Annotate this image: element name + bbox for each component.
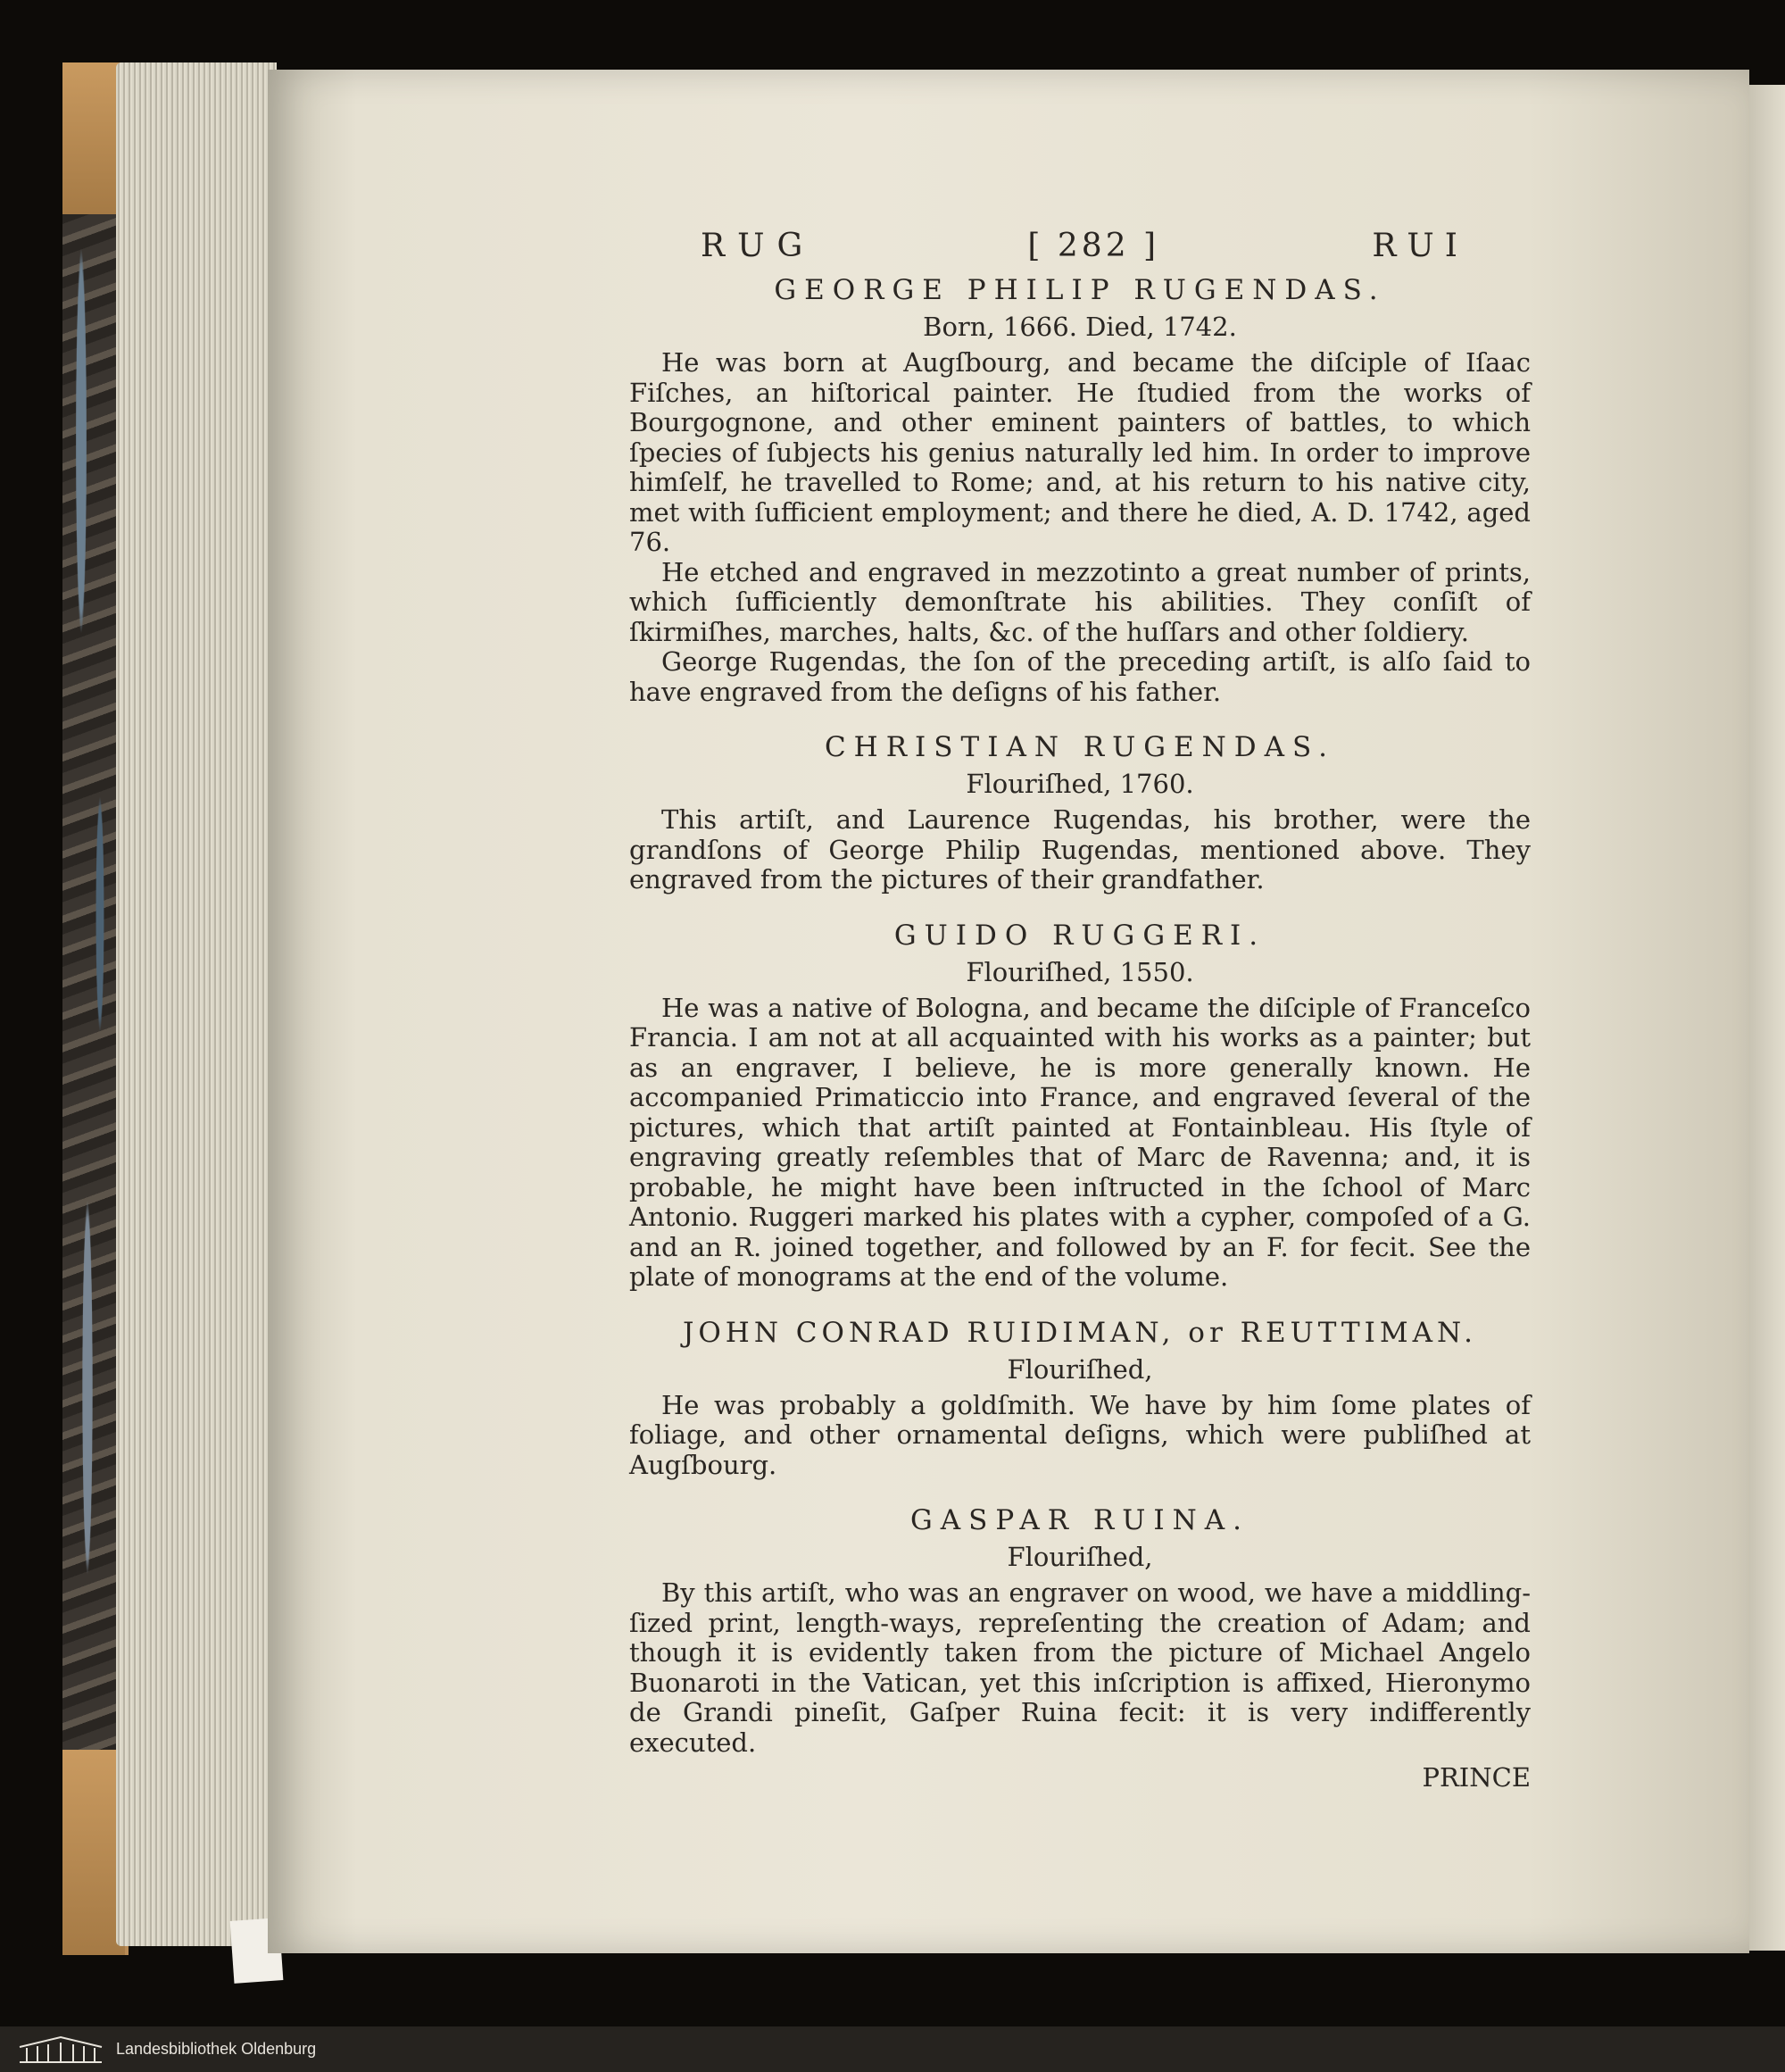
page-number: [ 282 ]: [1027, 228, 1160, 265]
footer-bar: [0, 2026, 1785, 2072]
entry-paragraph: He was born at Augſbourg, and became the diſciple of Iſaac Fiſches, an hiſtorical painter. He ſtudied from the works of Bourgognone, and other eminent painters of battles, to which ſpecies of ſubjects his genius naturally led him. In order to improve himſelf, he travelled to Rome; and, at his return to his native city, met with ſufficient employment; and there he died, A. D. 1742, aged 76.: [629, 347, 1531, 557]
entry-paragraph: George Rugendas, the ſon of the preceding artiſt, is alſo ſaid to have engraved from the deſigns of his father.: [629, 646, 1531, 707]
catchword: PRINCE: [1422, 1762, 1531, 1793]
entry-paragraph: He was probably a goldſmith. We have by him ſome plates of foliage, and other ornamental deſigns, which were publiſhed at Augſbourg.: [629, 1389, 1531, 1480]
entry-dates: Flouriſhed,: [1007, 1353, 1153, 1385]
running-head-right: RUI: [1372, 228, 1468, 265]
page-block-edge: [116, 62, 277, 1946]
facing-page-edge: [1749, 85, 1785, 1951]
footer-institution: Landesbibliothek Oldenburg: [116, 2040, 317, 2058]
page-text: [629, 223, 1531, 1793]
entry-paragraph: This artiſt, and Laurence Rugendas, his brother, were the grandſons of George Philip Rugendas, mentioned above. They engraved from the pictures of their grandfather.: [629, 804, 1531, 895]
entry-heading: CHRISTIAN RUGENDAS.: [824, 731, 1336, 763]
entry-dates: Flouriſhed, 1550.: [966, 956, 1194, 987]
entry-paragraph: By this artiſt, who was an engraver on wood, we have a middling-ſized print, length-ways, repreſenting the creation of Adam; and though it is evidently taken from the picture of Michael Angelo Buonaroti in the Vatican, yet this inſcription is affixed, Hieronymo de Grandi pineſit, Gaſper Ruina fecit: it is very indifferently executed.: [629, 1577, 1531, 1758]
entry-heading: GASPAR RUINA.: [909, 1504, 1250, 1536]
entry-dates: Born, 1666. Died, 1742.: [923, 312, 1237, 342]
entry-paragraph: He etched and engraved in mezzotinto a great number of prints, which ſufficiently demonſtrate his abilities. They conſiſt of ſkirmiſhes, marches, halts, &c. of the huſſars and other ſoldiery.: [629, 556, 1531, 647]
entry-dates: Flouriſhed, 1760.: [966, 769, 1194, 799]
library-building-icon: [16, 2035, 105, 2065]
running-head: [701, 223, 1468, 270]
entry-heading: JOHN CONRAD RUIDIMAN, or REUTTIMAN.: [682, 1316, 1478, 1349]
entry-heading: GUIDO RUGGERI.: [893, 919, 1266, 952]
running-head-left: RUG: [701, 228, 816, 265]
entry-dates: Flouriſhed,: [1007, 1542, 1153, 1572]
entry-heading: GEORGE PHILIP RUGENDAS.: [774, 274, 1386, 306]
entry-paragraph: He was a native of Bologna, and became the diſciple of Franceſco Francia. I am not at all acquainted with his works as a painter; but as an engraver, I believe, he is more generally known. He accompanied Primaticcio into France, and engraved ſeveral of the pictures, which that artiſt painted at Fontainbleau. His ſtyle of engraving greatly reſembles that of Marc de Ravenna; and, it is probable, he might have been inſtructed in the ſchool of Marc Antonio. Ruggeri marked his plates with a cypher, compoſed of a G. and an R. joined together, and followed by an F. for fecit. See the plate of monograms at the end of the volume.: [629, 992, 1531, 1292]
